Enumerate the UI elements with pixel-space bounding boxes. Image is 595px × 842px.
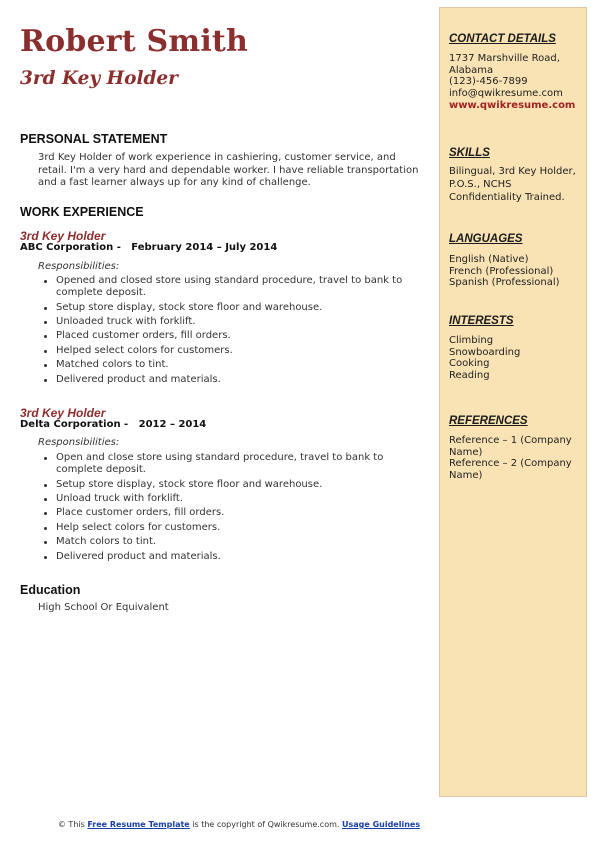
list-item: Unloaded truck with forklift. (56, 316, 406, 328)
job-role: 3rd Key Holder (20, 406, 106, 420)
list-item: Unload truck with forklift. (56, 493, 406, 505)
list-item: Matched colors to tint. (56, 359, 406, 371)
list-item: Match colors to tint. (56, 536, 406, 548)
contact-details-heading: CONTACT DETAILS (449, 33, 556, 45)
job-company: ABC Corporation - February 2014 – July 2014 (20, 242, 278, 253)
usage-guidelines-link[interactable]: Usage Guidelines (341, 820, 421, 829)
personal-statement-heading: PERSONAL STATEMENT (20, 132, 168, 146)
languages-heading: LANGUAGES (449, 233, 523, 245)
list-item: Snowboarding (449, 346, 521, 358)
contact-phone: (123)-456-7899 (449, 76, 528, 88)
list-item: English (Native) (449, 254, 529, 265)
responsibilities-label: Responsibilities: (38, 261, 120, 272)
sidebar-panel (439, 7, 587, 797)
list-item: Delivered product and materials. (56, 374, 406, 386)
work-experience-heading: WORK EXPERIENCE (20, 205, 144, 219)
job-role: 3rd Key Holder (20, 229, 106, 243)
list-item: Placed customer orders, fill orders. (56, 330, 406, 342)
list-item: Spanish (Professional) (449, 277, 560, 289)
footer-copyright (0, 820, 478, 829)
education-heading: Education (20, 583, 81, 597)
list-item: Open and close store using standard procedure, travel to bank to complete deposit. (56, 452, 406, 477)
footer-prefix: © This (57, 820, 88, 829)
list-item: Opened and closed store using standard procedure, travel to bank to complete deposit. (56, 275, 406, 300)
list-item: Reading (449, 370, 490, 382)
interests-list (449, 335, 581, 382)
references-heading: REFERENCES (449, 415, 528, 427)
list-item: Delivered product and materials. (56, 551, 406, 563)
responsibilities-label: Responsibilities: (38, 437, 120, 448)
personal-statement-text: 3rd Key Holder of work experience in cashiering, customer service, and retail. I'm a very hard and dependable worker. I have reliable transportation and a fast learner always up for any kind of challenge. (38, 152, 419, 189)
contact-address-line-1: 1737 Marshville Road, (449, 53, 560, 64)
free-resume-template-link[interactable]: Free Resume Template (87, 820, 190, 829)
contact-email[interactable]: info@qwikresume.com (449, 88, 563, 100)
skills-heading: SKILLS (449, 147, 490, 159)
interests-heading: INTERESTS (449, 315, 514, 327)
list-item: Setup store display, stock store floor and warehouse. (56, 479, 406, 491)
list-item: Reference – 1 (Company Name) (449, 435, 572, 458)
list-item: Climbing (449, 335, 494, 346)
list-item: Reference – 2 (Company Name) (449, 458, 572, 482)
candidate-name: Robert Smith (20, 24, 248, 59)
job-company: Delta Corporation - 2012 – 2014 (20, 419, 207, 430)
responsibilities-list (56, 452, 406, 565)
contact-website-link[interactable]: www.qwikresume.com (449, 99, 576, 111)
list-item: Cooking (449, 358, 490, 370)
skills-text: Bilingual, 3rd Key Holder, P.O.S., NCHS Confidentiality Trained. (449, 166, 576, 203)
references-list (449, 435, 581, 482)
list-item: Help select colors for customers. (56, 522, 406, 534)
responsibilities-list (56, 275, 406, 388)
list-item: Setup store display, stock store floor and warehouse. (56, 302, 406, 314)
candidate-title: 3rd Key Holder (20, 68, 178, 89)
education-text: High School Or Equivalent (38, 602, 169, 613)
list-item: Helped select colors for customers. (56, 345, 406, 357)
contact-details (449, 53, 581, 112)
languages-list (449, 254, 581, 289)
list-item: French (Professional) (449, 265, 554, 277)
list-item: Place customer orders, fill orders. (56, 507, 406, 519)
contact-address-line-2: Alabama (449, 64, 494, 76)
footer-middle: is the copyright of Qwikresume.com. (189, 820, 342, 829)
